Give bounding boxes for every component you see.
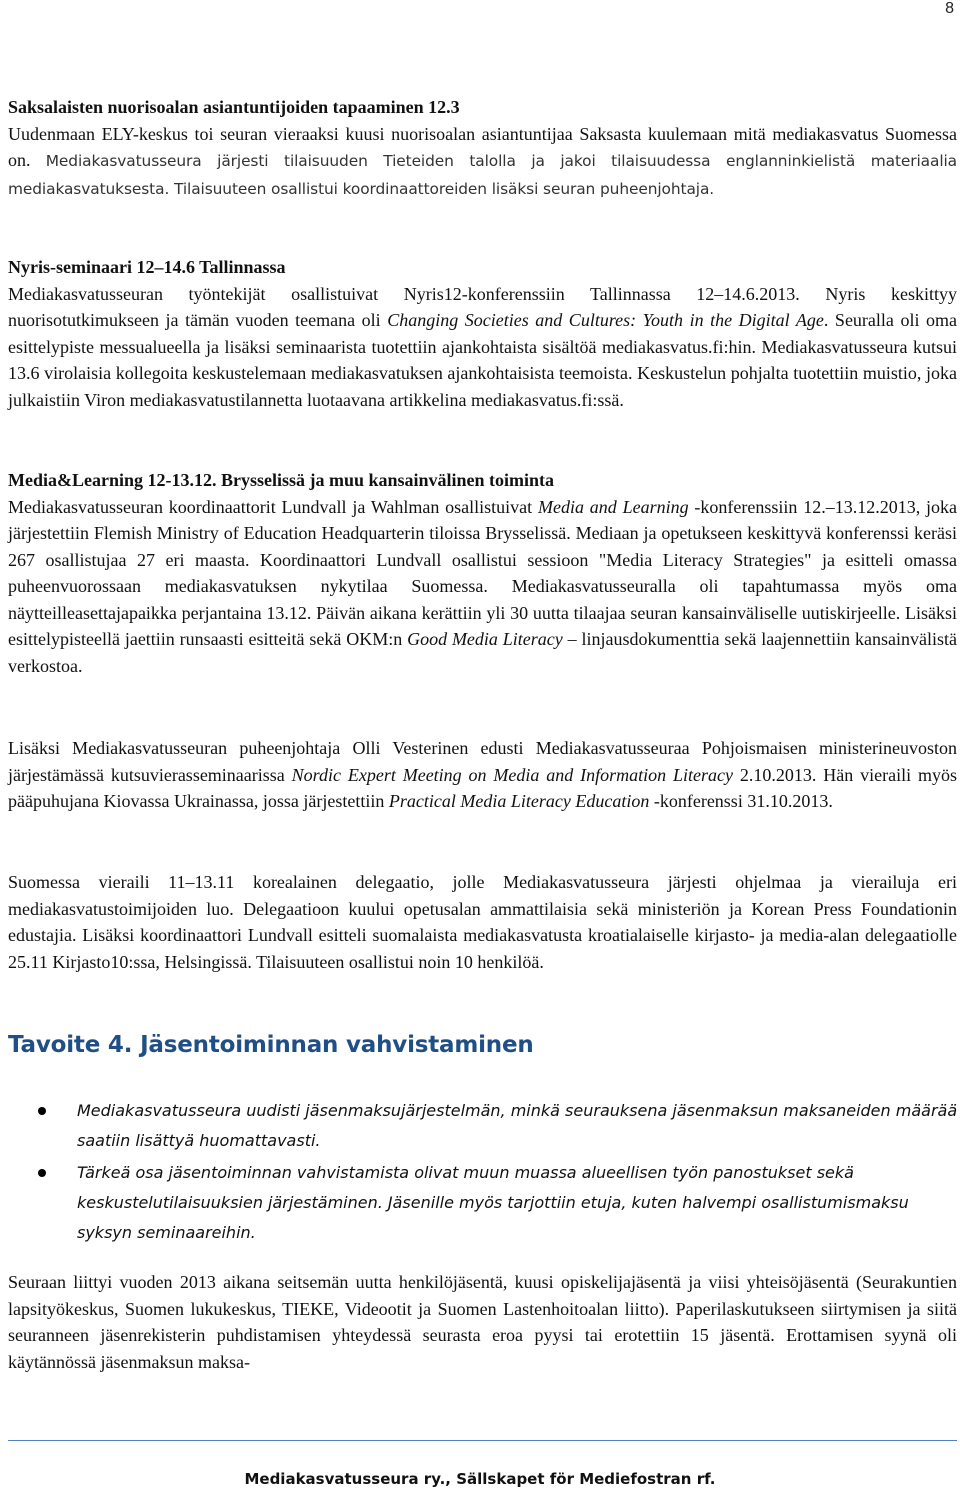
paragraph-members	[8, 1269, 957, 1375]
italic-title: Nordic Expert Meeting on Media and Information Literacy	[291, 764, 734, 785]
paragraph-text-sans: Mediakasvatusseura järjesti tilaisuuden Tieteiden talolla ja jakoi tilaisuudessa englanninkielistä materiaalia mediakasvatuksesta. Tilaisuuteen osallistui koordinaattoreiden lisäksi seuran puheenjohtaja.	[8, 152, 957, 198]
paragraph-text: -konferenssi 31.10.2013.	[649, 791, 833, 811]
list-item-text: Mediakasvatusseura uudisti jäsenmaksujärjestelmän, minkä seurauksena jäsenmaksun maksaneiden määrää saatiin lisättyä huomattavasti.	[77, 1101, 958, 1150]
bullet-list	[0, 1096, 960, 1251]
paragraph-vesterinen	[8, 735, 957, 815]
paragraph-text: Suomessa vieraili 11–13.11 korealainen delegaatio, jolle Mediakasvatusseura järjesti ohjelmaa ja vierailuja eri mediakasvatustoimijoiden luo. Delegaatioon kuului opetusalan ammattilaisia sekä ministeriön ja Korean Press Foundationin edustajia. Lisäksi koordinaattori Lundvall esitteli suomalaista mediakasvatusta kroatialaiselle kirjasto- ja media-alan delegaatiolle 25.11 Kirjasto10:ssa, Helsingissä. Tilaisuuteen osallistui noin 10 henkilöä.	[8, 872, 957, 972]
section-heading: Saksalaisten nuorisoalan asiantuntijoiden tapaaminen 12.3	[8, 97, 460, 117]
paragraph-text: Mediakasvatusseuran työntekijät osallistuivat Nyris12-konferenssiin Tallinnassa 12–14.6.2013. Nyris keskittyy nuorisotutkimukseen ja tämän vuoden teemana oli	[8, 283, 957, 330]
paragraph-text: -konferenssiin 12.–13.12.2013, joka järjestettiin Flemish Ministry of Education Headquarterin tiloissa Brysselissä. Mediaan ja opetukseen keskittyvä konferenssi keräsi 267 osallistujaa 27 eri maasta. Koordinaattori Lundvall osallistui sessioon "Media Literacy Strategies" ja esitteli omassa puheenvuorossaan mediakasvatuksen nykytilaa Suomessa. Mediakasvatusseuralla oli tapahtumassa myös oma näytteilleasettajapaikka perjantaina 13.12. Päivän aikana kerättiin yli 30 uutta tilaajaa seuran kansainväliselle uutiskirjeelle. Lisäksi esittelypisteellä jaettiin runsaasti esitteitä sekä OKM:n	[8, 496, 957, 649]
italic-title: Media and Learning	[537, 496, 689, 517]
paragraph-korea	[8, 869, 957, 975]
section-media-learning	[8, 467, 957, 679]
list-item-text: Tärkeä osa jäsentoiminnan vahvistamista olivat muun muassa alueellisen työn panostukset sekä keskustelutilaisuuksien järjestäminen. Jäsenille myös tarjottiin etuja, kuten halvempi osallistumismaksu syksyn seminaareihin.	[77, 1163, 909, 1242]
footer-divider	[8, 1440, 957, 1441]
paragraph-text: 2.10.2013. Hän vieraili myös pääpuhujana Kiovassa Ukrainassa, jossa järjestettiin	[8, 764, 957, 811]
paragraph-text: Uudenmaan ELY-keskus toi seuran vieraaksi kuusi nuorisoalan asiantuntijaa Saksasta kuulemaan mitä mediakasvatus Suomessa on.	[8, 123, 957, 170]
paragraph-text: . Seuralla oli oma esittelypiste messualueella ja lisäksi seminaarista tuotettiin ajankohtaista sisältöä mediakasvatus.fi:hin. Mediakasvatusseura kutsui 13.6 virolaisia kollegoita keskustelemaan mediakasvatuksen ajankohtaisista teemoista. Keskustelun pohjalta tuotettiin muistio, joka julkaistiin Viron mediakasvatustilannetta luotaavana artikkelina mediakasvatus.fi:ssä.	[8, 310, 957, 410]
section-heading: Media&Learning 12-13.12. Brysselissä ja muu kansainvälinen toiminta	[8, 470, 555, 490]
section-heading: Nyris-seminaari 12–14.6 Tallinnassa	[8, 257, 286, 277]
italic-title: Good Media Literacy	[407, 629, 563, 649]
list-item	[0, 1096, 960, 1155]
section-nyris-seminar	[8, 254, 957, 413]
italic-title: Changing Societies and Cultures: Youth in the Digital Age	[387, 310, 824, 330]
section-german-experts	[8, 94, 957, 202]
page-number: 8	[945, 0, 954, 17]
bullet-icon	[38, 1169, 46, 1177]
paragraph-text: Lisäksi Mediakasvatusseuran puheenjohtaja Olli Vesterinen edusti Mediakasvatusseuraa Pohjoismaisen ministerineuvoston järjestämässä kutsuvierasseminaarissa	[8, 738, 957, 785]
paragraph-text: Seuraan liittyi vuoden 2013 aikana seitsemän uutta henkilöjäsentä, kuusi opiskelijajäsentä ja viisi yhteisöjäsentä (Seurakuntien lapsityökeskus, Suomen lukukeskus, TIEKE, Videootit ja Suomen Lastenhoitoalan liitto). Paperilaskutukseen siirtymisen ja siitä seuranneen jäsenrekisterin puhdistamisen yhteydessä seurasta eroa pyysi tai erotettiin 15 jäsentä. Erottamisen syynä oli käytännössä jäsenmaksun maksa-	[8, 1272, 957, 1372]
paragraph-text: Mediakasvatusseuran koordinaattorit Lundvall ja Wahlman osallistuivat	[8, 496, 538, 517]
goal-heading: Tavoite 4. Jäsentoiminnan vahvistaminen	[8, 1032, 534, 1058]
bullet-icon	[38, 1107, 46, 1115]
paragraph-text: – linjausdokumenttia sekä laajennettiin kansainvälistä verkostoa.	[8, 629, 957, 676]
list-item	[0, 1158, 960, 1247]
page-footer: Mediakasvatusseura ry., Sällskapet för Mediefostran rf.	[244, 1470, 716, 1488]
italic-title: Practical Media Literacy Education	[388, 791, 650, 811]
